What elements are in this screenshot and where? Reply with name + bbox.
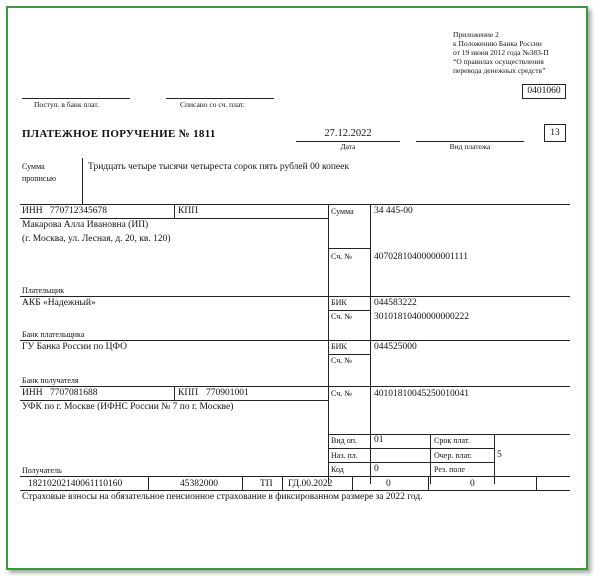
tax-period: ГД.00.2022 xyxy=(288,479,333,489)
payee-account: 40101810045250010041 xyxy=(374,389,469,399)
op-type-label: Вид оп. xyxy=(331,436,357,445)
payment-order-form xyxy=(6,6,588,570)
op-type: 01 xyxy=(374,435,384,445)
status-code: 13 xyxy=(544,124,566,142)
payee-kpp-label: КПП xyxy=(178,388,199,398)
amount-label: Сумма xyxy=(331,207,354,216)
payer-account: 40702810400000001111 xyxy=(374,252,468,262)
payer-name-line-1: Макарова Алла Ивановна (ИП) xyxy=(22,220,149,230)
payee-bank-account-label: Сч. № xyxy=(331,356,352,365)
tax-kbk: 18210202140061110160 xyxy=(28,479,123,489)
form-code: 0401060 xyxy=(522,84,566,99)
payer-bank-label: Банк плательщика xyxy=(22,330,85,339)
tax-oktmo: 45382000 xyxy=(180,479,218,489)
priority-label: Очер. плат. xyxy=(434,451,472,460)
appendix-line-3: от 19 июня 2012 года №383-П xyxy=(453,48,549,57)
payer-label: Плательщик xyxy=(22,286,65,295)
payment-purpose: Страховые взносы на обязательное пенсионное страхование в фиксированном размере за 2022 год. xyxy=(22,492,423,502)
amount-words-label-1: Сумма xyxy=(22,162,45,171)
amount-words: Тридцать четыре тысячи четыреста сорок пять рублей 00 копеек xyxy=(88,162,349,172)
purpose-label: Наз. пл. xyxy=(331,451,358,460)
written-off-label: Списано со сч. плат. xyxy=(180,100,245,109)
code: 0 xyxy=(374,464,379,474)
tax-basis: ТП xyxy=(260,479,273,489)
payee-bank-bik-label: БИК xyxy=(331,342,347,351)
payee-bank-name: ГУ Банка России по ЦФО xyxy=(22,342,127,352)
payee-bank-label: Банк получателя xyxy=(22,376,79,385)
payee-bank-bik: 044525000 xyxy=(374,342,417,352)
tax-doc-date: 0 xyxy=(470,479,475,489)
payee-kpp: 770901001 xyxy=(206,388,249,398)
amount-words-label-2: прописью xyxy=(22,174,57,183)
term-label: Срок плат. xyxy=(434,436,470,445)
payer-kpp-label: КПП xyxy=(178,206,199,216)
payer-bank-account-label: Сч. № xyxy=(331,312,352,321)
amount-value: 34 445-00 xyxy=(374,206,413,216)
payee-inn: 7707081688 xyxy=(50,388,98,398)
appendix-line-1: Приложение 2 xyxy=(453,30,499,39)
payer-bank-bik-label: БИК xyxy=(331,298,347,307)
priority: 5 xyxy=(497,450,502,460)
date-value: 27.12.2022 xyxy=(324,128,372,139)
code-label: Код xyxy=(331,465,344,474)
appendix-line-4: “О правилах осуществления xyxy=(453,57,544,66)
payer-bank-account: 30101810400000000222 xyxy=(374,312,469,322)
date-label: Дата xyxy=(340,142,356,151)
payer-account-label: Сч. № xyxy=(331,252,352,261)
payer-inn-label: ИНН xyxy=(22,206,43,216)
reserve-label: Рез. поле xyxy=(434,465,465,474)
payer-name-line-2: (г. Москва, ул. Лесная, д. 20, кв. 120) xyxy=(22,234,171,244)
payer-bank-name: АКБ «Надежный» xyxy=(22,298,96,308)
payee-account-label: Сч. № xyxy=(331,389,352,398)
page-title: ПЛАТЕЖНОЕ ПОРУЧЕНИЕ № 1811 xyxy=(22,128,216,140)
payee-inn-label: ИНН xyxy=(22,388,43,398)
payee-label: Получатель xyxy=(22,466,62,475)
payee-name: УФК по г. Москве (ИФНС России № 7 по г. Москве) xyxy=(22,402,234,412)
appendix-line-5: перевода денежных средств” xyxy=(453,66,546,75)
payer-inn: 770712345678 xyxy=(50,206,107,216)
tax-doc-number: 0 xyxy=(386,479,391,489)
payer-bank-bik: 044583222 xyxy=(374,298,417,308)
payment-type-label: Вид платежа xyxy=(449,142,491,151)
received-label: Поступ. в банк плат. xyxy=(34,100,99,109)
appendix-line-2: к Положению Банка России xyxy=(453,39,542,48)
